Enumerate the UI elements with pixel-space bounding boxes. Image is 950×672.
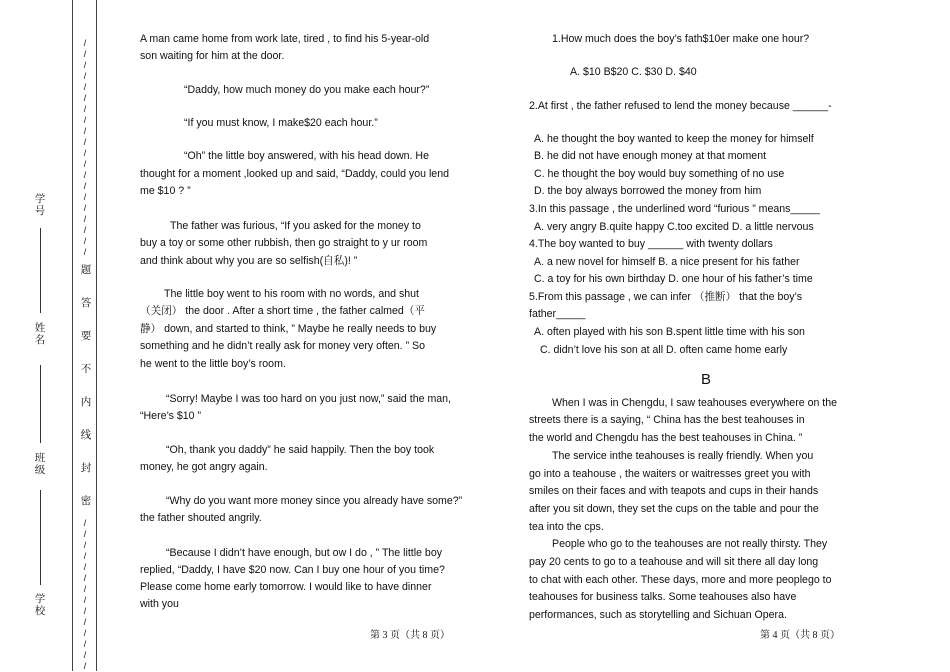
passage-line: the world and Chengdu has the best teahouses in China. ” xyxy=(529,432,803,444)
passage-line: teahouses for business talks. Some teahouses also have xyxy=(529,591,797,603)
name-label: 姓名 xyxy=(34,322,46,346)
slash-mark: / xyxy=(83,181,87,191)
question-line: 3.In this passage , the underlined word “furious ” means_____ xyxy=(529,203,820,215)
name-line xyxy=(40,365,41,443)
slash-mark: / xyxy=(83,104,87,114)
page-footer-right: 第 4 页（共 8 页） xyxy=(760,630,840,641)
passage-line: When I was in Chengdu, I saw teahouses everywhere on the xyxy=(552,397,838,409)
text-line: “Here’s $10 ” xyxy=(140,410,202,422)
text-line: and think about why you are so selfish(自私)! ” xyxy=(140,255,358,267)
slash-mark: / xyxy=(83,650,87,660)
passage-line: performances, such as storytelling and Sichuan Opera. xyxy=(529,609,787,621)
slash-mark: / xyxy=(83,159,87,169)
passage-line: tea into the cps. xyxy=(529,521,604,533)
slash-mark: / xyxy=(83,595,87,605)
student-id-line xyxy=(40,228,41,313)
seal-char: 线 xyxy=(80,429,92,441)
text-line: A man came home from work late, tired , to find his 5-year-old xyxy=(140,33,430,45)
slash-mark: / xyxy=(83,573,87,583)
question-line: C. he thought the boy would buy something of no use xyxy=(534,168,785,180)
slash-mark: / xyxy=(83,38,87,48)
slash-mark: / xyxy=(83,584,87,594)
slash-mark: / xyxy=(83,214,87,224)
passage-line: The service inthe teahouses is really friendly. When you xyxy=(552,450,814,462)
text-line: Please come home early tomorrow. I would like to have dinner xyxy=(140,581,432,593)
slash-mark: / xyxy=(83,115,87,125)
question-line: 1.How much does the boy’s fath$10er make one hour? xyxy=(552,33,810,45)
text-line: with you xyxy=(140,598,179,610)
text-line: son waiting for him at the door. xyxy=(140,50,285,62)
seal-char: 要 xyxy=(80,330,92,342)
question-line: 4.The boy wanted to buy ______ with twenty dollars xyxy=(529,238,773,250)
seal-char: 封 xyxy=(80,462,92,474)
text-line: “Daddy, how much money do you make each hour?” xyxy=(184,84,430,96)
seal-char: 不 xyxy=(80,363,92,375)
text-line: buy a toy or some other rubbish, then go straight to y ur room xyxy=(140,237,428,249)
school-label: 学校 xyxy=(34,593,46,617)
text-line: “Because I didn’t have enough, but ow I do , ” The little boy xyxy=(166,547,443,559)
text-line: （关闭） the door . After a short time , the father calmed（平 xyxy=(140,305,425,317)
question-line: C. a toy for his own birthday D. one hour of his father’s time xyxy=(534,273,813,285)
slash-mark: / xyxy=(83,518,87,528)
text-line: “Oh” the little boy answered, with his head down. He xyxy=(184,150,429,162)
question-line: D. the boy always borrowed the money from him xyxy=(534,185,762,197)
text-line: 静） down, and started to think, ” Maybe he really needs to buy xyxy=(140,323,437,335)
question-line: A. often played with his son B.spent little time with his son xyxy=(534,326,805,338)
question-line: A. very angry B.quite happy C.too excited D. a little nervous xyxy=(534,221,814,233)
slash-mark: / xyxy=(83,126,87,136)
slash-mark: / xyxy=(83,617,87,627)
slash-mark: / xyxy=(83,93,87,103)
slash-mark: / xyxy=(83,203,87,213)
slash-mark: / xyxy=(83,562,87,572)
slash-mark: / xyxy=(83,529,87,539)
class-label: 班级 xyxy=(34,452,46,476)
text-line: thought for a moment ,looked up and said, “Daddy, could you lend xyxy=(140,168,449,180)
question-line: A. he thought the boy wanted to keep the money for himself xyxy=(534,133,814,145)
slash-mark: / xyxy=(83,148,87,158)
passage-line: pay 20 cents to go to a teahouse and will sit there all day long xyxy=(529,556,819,568)
text-line: “If you must know, I make$20 each hour.” xyxy=(184,117,378,129)
slash-mark: / xyxy=(83,247,87,257)
text-line: me $10 ? ” xyxy=(140,185,191,197)
slash-mark: / xyxy=(83,82,87,92)
passage-line: smiles on their faces and with teapots and cups in their hands xyxy=(529,485,819,497)
slash-mark: / xyxy=(83,606,87,616)
passage-line: to chat with each other. These days, more and more peoplego to xyxy=(529,574,832,586)
text-line: replied, “Daddy, I have $20 now. Can I buy one hour of you time? xyxy=(140,564,445,576)
passage-line: streets there is a saying, “ China has the best teahouses in xyxy=(529,414,805,426)
question-line: father_____ xyxy=(529,308,586,320)
slash-mark: / xyxy=(83,225,87,235)
slash-mark: / xyxy=(83,192,87,202)
slash-mark: / xyxy=(83,628,87,638)
slash-mark: / xyxy=(83,71,87,81)
seal-char: 密 xyxy=(80,495,92,507)
text-line: the father shouted angrily. xyxy=(140,512,262,524)
slash-mark: / xyxy=(83,540,87,550)
passage-line: after you sit down, they set the cups on the table and pour the xyxy=(529,503,819,515)
text-line: “Why do you want more money since you already have some?” xyxy=(166,495,463,507)
text-line: The father was furious, “If you asked for the money to xyxy=(170,220,421,232)
text-line: something and he didn’t really ask for money very often. ” So xyxy=(140,340,426,352)
slash-mark: / xyxy=(83,639,87,649)
question-line: 2.At first , the father refused to lend the money because ______- xyxy=(529,100,832,112)
slash-mark: / xyxy=(83,170,87,180)
slash-mark: / xyxy=(83,137,87,147)
question-line: B. he did not have enough money at that moment xyxy=(534,150,767,162)
page-footer-left: 第 3 页（共 8 页） xyxy=(370,630,450,641)
question-line: A. a new novel for himself B. a nice present for his father xyxy=(534,256,800,268)
question-line: A. $10 B$20 C. $30 D. $40 xyxy=(570,66,697,78)
section-heading: B xyxy=(701,371,712,388)
question-line: 5.From this passage , we can infer （推断） that the boy’s xyxy=(529,291,803,303)
seal-line-right xyxy=(96,0,97,671)
text-line: The little boy went to his room with no words, and shut xyxy=(164,288,419,300)
question-line: C. didn’t love his son at all D. often came home early xyxy=(540,344,788,356)
text-line: “Oh, thank you daddy” he said happily. Then the boy took xyxy=(166,444,435,456)
seal-char: 内 xyxy=(80,396,92,408)
slash-mark: / xyxy=(83,661,87,671)
student-id-label: 学号 xyxy=(34,193,46,217)
text-line: money, he got angry again. xyxy=(140,461,268,473)
seal-char: 答 xyxy=(80,297,92,309)
passage-line: People who go to the teahouses are not really thirsty. They xyxy=(552,538,828,550)
text-line: he went to the little boy’s room. xyxy=(140,358,286,370)
slash-mark: / xyxy=(83,60,87,70)
slash-mark: / xyxy=(83,551,87,561)
slash-mark: / xyxy=(83,236,87,246)
seal-char: 题 xyxy=(80,264,92,276)
slash-mark: / xyxy=(83,49,87,59)
class-line xyxy=(40,490,41,585)
passage-line: go into a teahouse , the waiters or waitresses greet you with xyxy=(529,468,811,480)
text-line: “Sorry! Maybe I was too hard on you just now,” said the man, xyxy=(166,393,451,405)
seal-line-left xyxy=(72,0,73,671)
